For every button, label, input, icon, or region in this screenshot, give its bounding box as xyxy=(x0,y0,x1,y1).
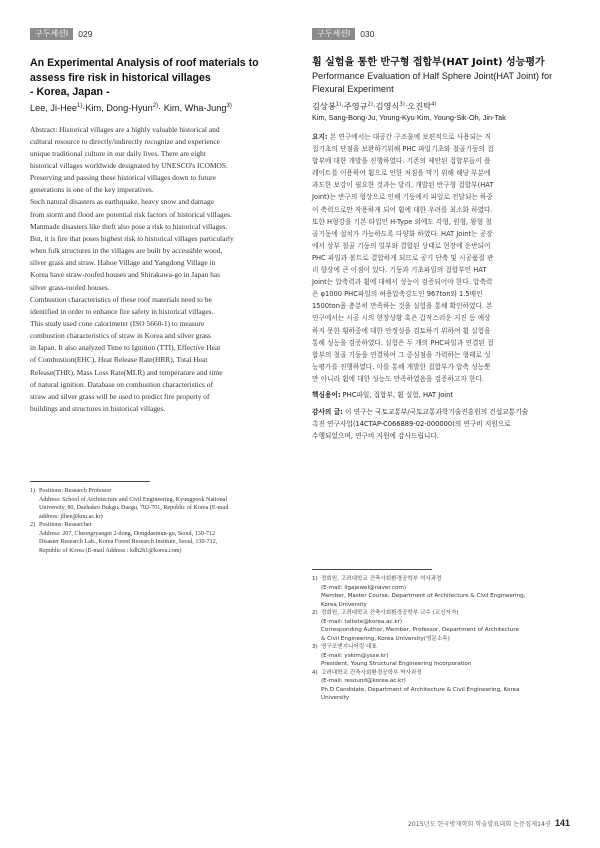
footnote-line: 영구조엔지니어링 대표 xyxy=(321,644,377,650)
footnote-number: 3) xyxy=(312,644,318,650)
title-line: assess fire risk in historical villages xyxy=(30,71,211,84)
author-list xyxy=(30,102,288,115)
paper-title xyxy=(30,56,288,100)
session-label: 구두세션Ⅰ xyxy=(312,28,355,40)
page-number: 141 xyxy=(554,818,570,828)
footnote-number: 2) xyxy=(312,610,318,616)
abstract-line: 만 아니라 휨에 대한 성능도 만족하였음을 검증하고자 한다. xyxy=(312,374,485,383)
abstract-line: 통해 성능을 검증하였다. 실험은 두 개의 PHC파일과 연결된 접 xyxy=(312,338,494,347)
footnote-line: Address: School of Architecture and Civil Engineering, Kyungpook National xyxy=(39,496,228,503)
abstract-line: PHC 파일과 볼트로 결합하게 되므로 공기 단축 및 시공품질 관 xyxy=(312,253,494,262)
author-list-korean xyxy=(312,100,570,112)
abstract-line: 레이트를 이용하여 휨으로 인한 처짐을 막기 위해 해당 부분에 xyxy=(312,169,491,178)
abstract-line: Joint)는 반구의 형상으로 인해 기둥에서 파일로 전달되는 하중 xyxy=(312,193,493,202)
footnote-line: Ph.D Candidate, Department of Architecture & Civil Engineering, Korea xyxy=(321,686,520,693)
abstract-line: Abstract: Historical villages are a highly valuable historical and xyxy=(30,124,220,134)
title-line: - Korea, Japan - xyxy=(30,86,110,98)
footnote-number: 1) xyxy=(30,488,36,494)
abstract-line: buildings and structures in historical villages. xyxy=(30,404,166,414)
footnote-number: 2) xyxy=(30,522,36,528)
author-name: · Kim, Wha-Jung xyxy=(158,102,227,113)
page-footer: 2015년도 한국방재학회 학술발표대회 논문집 제14권 141 xyxy=(407,818,570,828)
right-footnotes xyxy=(312,575,574,703)
abstract-line: 하지 못한 횡하중에 대한 안정성을 검토하기 위하여 휨 실험을 xyxy=(312,326,491,335)
abstract-line: Joint는 압축력과 휨에 대해서 성능이 검증되어야 한다. 압축력 xyxy=(312,278,493,287)
abstract-line: of Combustion(EHC), Heat Release Rate(HRR), Total Heat xyxy=(30,355,208,365)
paper-number: 030 xyxy=(360,29,375,39)
title-line: Performance Evaluation of Half Sphere Joint(HAT Joint) for xyxy=(312,71,553,81)
ack-text: 이 연구는 국토교통부/국토교통과학기술진흥원의 건설교통기술 xyxy=(344,407,529,416)
footnote-line: Corresponding Author, Member, Professor, Department of Architecture xyxy=(321,627,519,633)
abstract-line: of natural ignition. Database on combustion characteristics of xyxy=(30,379,213,389)
footnote-line: Positions: Research Professor xyxy=(39,488,112,494)
abstract-lead: 요지: xyxy=(312,133,328,141)
footnote-line: University, 80, Daehakro Bukgu, Daegu, 702-701, Republic of Korea (E-mail xyxy=(39,505,229,511)
abstract-line: 합부에 대한 개발을 진행하였다. 기존의 제안된 접합부들이 플 xyxy=(312,157,491,166)
abstract-line: cultural resource to directly/indirectly recognize and experience xyxy=(30,136,220,146)
footnote-divider xyxy=(30,481,150,482)
title-line: Flexural Experiment xyxy=(312,84,394,94)
session-tag xyxy=(30,28,288,40)
ack-line: 수행되었으며, 연구비 지원에 감사드립니다. xyxy=(312,431,439,440)
abstract-text: 본 연구에서는 대공간 구조물에 보편적으로 사용되는 직 xyxy=(329,133,492,141)
author-footnote-ref: 2) xyxy=(367,101,374,108)
abstract-line: 골기둥에 설치가 가능하도록 다양화 하였다. HAT Joint는 공장 xyxy=(312,229,493,238)
footnote-line: 정회원, 고려대학교 건축사회환경공학부 석사과정 xyxy=(321,576,442,582)
left-article xyxy=(30,28,288,415)
footnote-line: Positions: Researcher xyxy=(39,522,92,528)
right-article xyxy=(312,28,570,442)
footnote-number: 4) xyxy=(312,669,318,676)
author-footnote-ref: 2) xyxy=(152,102,159,109)
footnote-line: & Civil Engineering, Korea University(영문소속) xyxy=(321,635,450,642)
abstract-line: 연구에서는 시공 시의 현장상황 혹은 갑작스러운 지진 등 예상 xyxy=(312,314,491,323)
abstract-line: 리 향상에 큰 이점이 있다. 기둥과 기초파일의 접합부인 HAT xyxy=(312,266,487,275)
abstract-line: straw and silver grass will be used to predict fire property of xyxy=(30,391,210,401)
abstract-line: historical villages worldwide designated by UNESCO's ICOMOS. xyxy=(30,160,228,170)
abstract-line: unique traditional culture in our daily lives. There are eight xyxy=(30,148,206,158)
author-footnote-ref: 3) xyxy=(399,101,405,108)
abstract-line: generations is one of the key imperatives. xyxy=(30,185,154,195)
footnote xyxy=(312,575,574,609)
author-name: ·김영식 xyxy=(373,101,400,111)
footnote xyxy=(30,521,292,555)
abstract xyxy=(30,124,288,416)
footnote-line: 고려대학교 건축사회환경공학부 박사과정 xyxy=(321,669,422,676)
keywords-text: PHC파일, 접합부, 휨 실험, HAT Joint xyxy=(342,390,454,399)
abstract-line: when folk structures in the villages are built by accessible wood, xyxy=(30,246,223,256)
paper-number: 029 xyxy=(78,29,93,39)
footnote-line: University xyxy=(321,695,350,701)
session-label: 구두세션Ⅰ xyxy=(30,28,73,40)
abstract xyxy=(312,131,570,385)
footnote-line: (E-mail: yskim@ysse.kr) xyxy=(321,652,389,659)
footnote-line: Korea University xyxy=(321,601,367,608)
paper-title: 휨 실험을 통한 반구형 접합부(HAT Joint) 성능평가 xyxy=(312,57,545,68)
conference-name: 2015년도 한국방재학회 학술발표대회 논문집 xyxy=(407,821,532,828)
abstract-line: 또한 H형강을 기본 타입인 H-Type 외에도 각형, 원형, 왕형 철 xyxy=(312,217,492,226)
session-tag xyxy=(312,28,570,40)
title-line: An Experimental Analysis of roof materials to xyxy=(30,57,259,69)
author-name: ·오진탁 xyxy=(404,101,432,111)
paper-title-english xyxy=(312,70,570,96)
author-footnote-ref: 1) xyxy=(335,101,342,108)
footnote xyxy=(312,643,574,669)
footnote-line: Address: 207, Cheongryangni 2-dong, Dongdaemun-gu, Seoul, 130-712 xyxy=(39,530,216,537)
abstract-line: 합부의 철골 기둥을 연결하여 그 중심점을 가력하는 형태로 성 xyxy=(312,350,491,359)
abstract-line: 과도한 보강이 필요한 것과는 달리, 개발된 반구형 접합부(HAT xyxy=(312,181,494,190)
footnote-line: address: jlhee@knu.ac.kr) xyxy=(39,513,103,520)
abstract-line: This study used cone calorimeter (ISO 5660-1) to measure xyxy=(30,319,205,328)
acknowledgement xyxy=(312,406,570,442)
abstract-line: Release(THR), Mass Loss Rate(MLR) and temperature and time xyxy=(30,367,223,377)
footnote-line: (E-mail: resound@korea.ac.kr) xyxy=(321,678,406,684)
footnote-line: President, Young Structural Engineering Incorporation xyxy=(321,661,472,667)
abstract-line: in Japan. It also analyzed Time to Ignition (TTI), Effective Heat xyxy=(30,343,221,353)
ack-line: 촉진 연구사업(14CTAP-C066889-02-000000)의 연구비 지원으로 xyxy=(312,419,511,428)
author-name: Lee, Ji-Hee xyxy=(30,102,77,113)
footnote-line: (E-mail: ligajewel@naver.com) xyxy=(321,584,407,591)
abstract-line: 에서 상부 철골 기둥의 일부와 결합된 상태로 현장에 운반되어 xyxy=(312,241,491,250)
left-footnotes xyxy=(30,487,292,555)
footnote xyxy=(312,609,574,643)
ack-line xyxy=(312,406,570,418)
author-name: 김상봉 xyxy=(312,101,336,111)
abstract-line: Preserving and passing these historical villages down to future xyxy=(30,173,216,183)
author-name: ·주영규 xyxy=(341,101,368,111)
footnote xyxy=(312,669,574,703)
abstract-line: 접기초의 단점을 보완하기위해 PHC 파일기초와 철골기둥의 접 xyxy=(312,145,494,154)
abstract-line: 은 φ1000 PHC파일의 허용압축강도인 967ton와 1.5배인 xyxy=(312,290,483,299)
keywords xyxy=(312,390,570,401)
abstract-line: from storm and flood are potential risk factors of historical villages. xyxy=(30,209,232,219)
ack-lead: 감사의 글: xyxy=(312,407,343,416)
author-name: ·Kim, Dong-Hyun xyxy=(82,102,153,113)
author-list-english: Kim, Sang-Bong·Ju, Young-Kyu·Kim, Young-Sik·Oh, Jin-Tak xyxy=(312,113,506,122)
abstract-line: 능평가를 진행하였다. 이를 통해 개발한 접합부가 압축 성능뿐 xyxy=(312,362,491,371)
abstract-line: 이 축력으로만 작용하게 되어 휨에 대한 우려를 최소화 하였다. xyxy=(312,205,493,214)
abstract-line: 1500ton을 충분히 만족하는 것을 실험을 통해 확인하였다. 본 xyxy=(312,302,493,311)
abstract-line: Manmade disasters like theft also pose a risk to historical villages. xyxy=(30,221,228,231)
footnote-divider xyxy=(312,569,432,570)
author-footnote-ref: 1) xyxy=(76,102,83,109)
footnote-line: (E-mail: tallsite@korea.ac.kr) xyxy=(321,618,403,625)
author-footnote-ref: 4) xyxy=(431,101,437,108)
footnote-line: Disaster Research Lab., Korea Forest Research Institute, Seoul, 130-712, xyxy=(39,539,218,545)
abstract-line: Such natural disasters as earthquake, heavy snow and damage xyxy=(30,197,215,207)
abstract-line: Combustion characteristics of these roof materials need to be xyxy=(30,294,212,304)
abstract-line: identified in order to enhance fire safety in historical villages. xyxy=(30,306,214,316)
abstract-line: Korea have straw-roofed houses and Shirakawa-go in Japan has xyxy=(30,270,221,280)
footnote-number: 1) xyxy=(312,576,318,582)
abstract-line: silver grass-roofed houses. xyxy=(30,282,110,292)
footnote-line: Member, Master Course, Department of Architecture & Civil Engineering, xyxy=(321,593,526,599)
footnote-line: Republic of Korea (E-mail Address : kdh2h1@korea.com) xyxy=(39,547,182,554)
abstract-line xyxy=(312,131,570,143)
footnote-line: 정회원, 고려대학교 건축사회환경공학부 교수 (교신저자) xyxy=(321,610,459,616)
abstract-line: But, it is fire that poses highest risk to historical villages particularly xyxy=(30,233,234,243)
author-footnote-ref: 3) xyxy=(226,102,232,109)
abstract-line: silver grass and straw. Hahoe Village and Yangdong Village in xyxy=(30,258,216,268)
footnote xyxy=(30,487,292,521)
abstract-line: combustion characteristics of straw in Korea and silver grass xyxy=(30,331,211,341)
keywords-lead: 핵심용어: xyxy=(312,390,341,399)
